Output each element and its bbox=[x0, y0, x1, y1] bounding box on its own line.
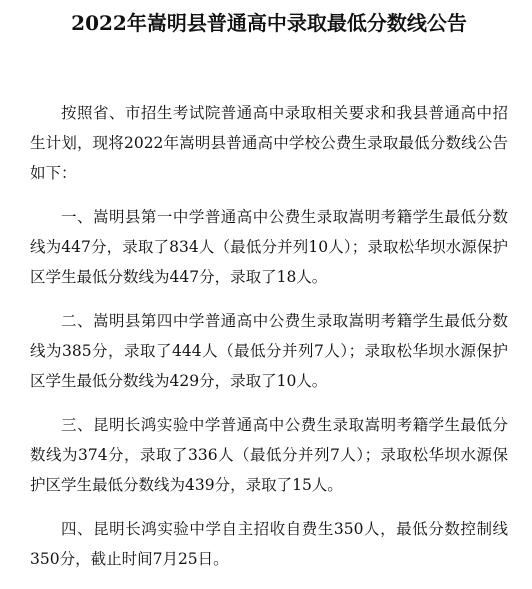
item-3-paragraph: 三、昆明长鸿实验中学普通高中公费生录取嵩明考籍学生最低分数线为374分，录取了336人（最低分并列7人）；录取松华坝水源保护区学生最低分数线为439分，录取了15人。 bbox=[30, 416, 508, 494]
item-4-paragraph: 四、昆明长鸿实验中学自主招收自费生350人，最低分数控制线350分，截止时间7月25日。 bbox=[30, 520, 508, 568]
announcement-body bbox=[30, 98, 508, 574]
announcement-title: 2022年嵩明县普通高中录取最低分数线公告 bbox=[71, 11, 467, 35]
item-1-paragraph: 一、嵩明县第一中学普通高中公费生录取嵩明考籍学生最低分数线为447分，录取了834人（最低分并列10人）；录取松华坝水源保护区学生最低分数线为447分，录取了18人。 bbox=[30, 208, 508, 286]
item-2-paragraph: 二、嵩明县第四中学普通高中公费生录取嵩明考籍学生最低分数线为385分，录取了444人（最低分并列7人）；录取松华坝水源保护区学生最低分数线为429分，录取了10人。 bbox=[30, 312, 508, 390]
intro-paragraph: 按照省、市招生考试院普通高中录取相关要求和我县普通高中招生计划，现将2022年嵩明县普通高中学校公费生录取最低分数线公告如下： bbox=[30, 104, 508, 182]
